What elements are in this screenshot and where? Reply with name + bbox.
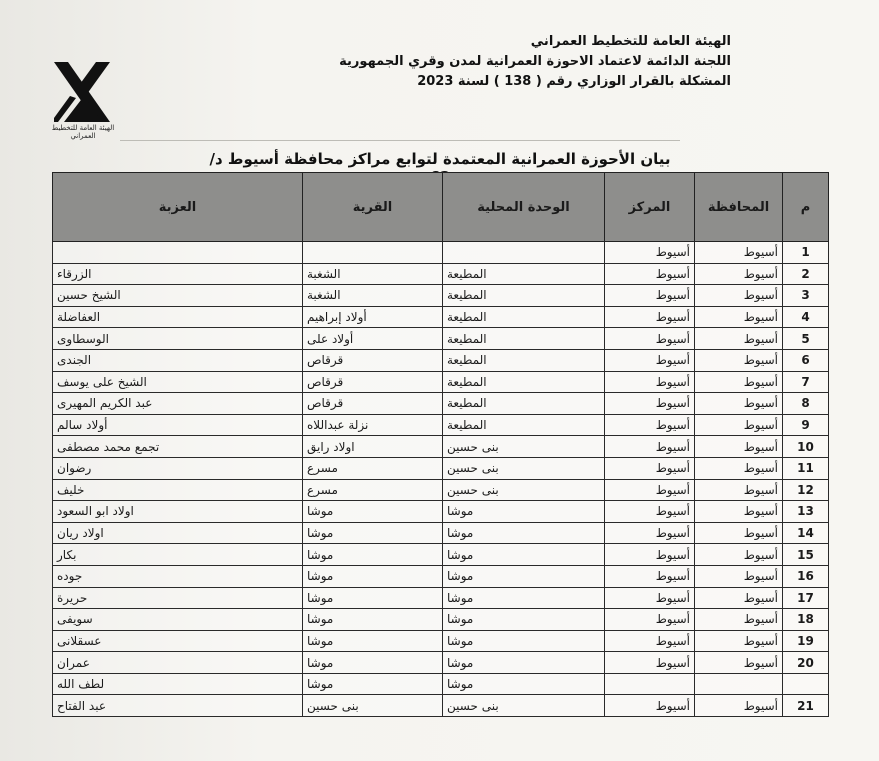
governorate-cell: أسيوط	[695, 328, 783, 350]
center-cell: أسيوط	[605, 457, 695, 479]
local-unit-cell: موشا	[443, 587, 605, 609]
ezba-cell: الوسطاوى	[53, 328, 303, 350]
local-unit-cell: المطيعة	[443, 306, 605, 328]
ezba-cell: بكار	[53, 544, 303, 566]
urban-boundaries-table	[52, 172, 829, 717]
governorate-cell: أسيوط	[695, 285, 783, 307]
local-unit-cell: بنى حسين	[443, 695, 605, 717]
governorate-cell: أسيوط	[695, 609, 783, 631]
row-number: 6	[783, 349, 829, 371]
header-line-3: المشكلة بالقرار الوزاري رقم ( 138 ) لسنة 2023	[417, 74, 731, 89]
governorate-cell: أسيوط	[695, 371, 783, 393]
table-row	[53, 242, 829, 264]
governorate-cell: أسيوط	[695, 695, 783, 717]
ezba-cell: العفاضلة	[53, 306, 303, 328]
table-row	[53, 587, 829, 609]
row-number: 21	[783, 695, 829, 717]
ezba-cell: عسقلانى	[53, 630, 303, 652]
center-cell: أسيوط	[605, 479, 695, 501]
table-header-row	[53, 173, 829, 242]
table-row	[53, 695, 829, 717]
village-cell: موشا	[303, 609, 443, 631]
row-number: 20	[783, 652, 829, 674]
center-cell: أسيوط	[605, 306, 695, 328]
row-number: 9	[783, 414, 829, 436]
governorate-cell: أسيوط	[695, 306, 783, 328]
table-row	[53, 501, 829, 523]
local-unit-cell: المطيعة	[443, 349, 605, 371]
center-cell: أسيوط	[605, 609, 695, 631]
local-unit-cell	[443, 242, 605, 264]
header-ezba: العزبة	[53, 173, 303, 242]
center-cell: أسيوط	[605, 630, 695, 652]
ezba-cell: عبد الكريم المهيرى	[53, 393, 303, 415]
row-number: 16	[783, 565, 829, 587]
center-cell: أسيوط	[605, 652, 695, 674]
village-cell: قرقاص	[303, 371, 443, 393]
table-row	[53, 522, 829, 544]
row-number	[783, 673, 829, 695]
table-row	[53, 285, 829, 307]
header-line-1: الهيئة العامة للتخطيط العمراني	[530, 34, 731, 49]
governorate-cell: أسيوط	[695, 242, 783, 264]
local-unit-cell: المطيعة	[443, 285, 605, 307]
governorate-cell: أسيوط	[695, 587, 783, 609]
village-cell: موشا	[303, 544, 443, 566]
local-unit-cell: موشا	[443, 673, 605, 695]
ezba-cell: اولاد ريان	[53, 522, 303, 544]
ezba-cell: اولاد ابو السعود	[53, 501, 303, 523]
village-cell: الشغبة	[303, 285, 443, 307]
local-unit-cell: موشا	[443, 501, 605, 523]
governorate-cell: أسيوط	[695, 522, 783, 544]
village-cell: الشغبة	[303, 263, 443, 285]
row-number: 19	[783, 630, 829, 652]
row-number: 1	[783, 242, 829, 264]
ezba-cell: عبد الفتاح	[53, 695, 303, 717]
logo-mark-icon	[50, 60, 114, 130]
ezba-cell: الجندى	[53, 349, 303, 371]
center-cell: أسيوط	[605, 587, 695, 609]
table-row	[53, 609, 829, 631]
table-row	[53, 328, 829, 350]
table-row	[53, 673, 829, 695]
table-row	[53, 349, 829, 371]
center-cell: أسيوط	[605, 544, 695, 566]
table-row	[53, 393, 829, 415]
local-unit-cell: موشا	[443, 544, 605, 566]
center-cell: أسيوط	[605, 565, 695, 587]
row-number: 10	[783, 436, 829, 458]
authority-logo	[50, 60, 114, 134]
governorate-cell: أسيوط	[695, 652, 783, 674]
governorate-cell: أسيوط	[695, 349, 783, 371]
row-number: 3	[783, 285, 829, 307]
governorate-cell: أسيوط	[695, 414, 783, 436]
ezba-cell: لطف الله	[53, 673, 303, 695]
row-number: 2	[783, 263, 829, 285]
row-number: 5	[783, 328, 829, 350]
ezba-cell: حريرة	[53, 587, 303, 609]
governorate-cell	[695, 673, 783, 695]
center-cell: أسيوط	[605, 522, 695, 544]
village-cell: مسرع	[303, 479, 443, 501]
village-cell: قرقاص	[303, 393, 443, 415]
local-unit-cell: موشا	[443, 630, 605, 652]
local-unit-cell: المطيعة	[443, 414, 605, 436]
ezba-cell: جوده	[53, 565, 303, 587]
center-cell: أسيوط	[605, 328, 695, 350]
center-cell: أسيوط	[605, 436, 695, 458]
header-governorate: المحافظة	[695, 173, 783, 242]
table-row	[53, 263, 829, 285]
center-cell: أسيوط	[605, 371, 695, 393]
header-center: المركز	[605, 173, 695, 242]
village-cell: موشا	[303, 522, 443, 544]
local-unit-cell: موشا	[443, 522, 605, 544]
village-cell: بنى حسين	[303, 695, 443, 717]
row-number: 4	[783, 306, 829, 328]
village-cell: موشا	[303, 587, 443, 609]
village-cell: مسرع	[303, 457, 443, 479]
header-divider	[120, 140, 680, 141]
center-cell: أسيوط	[605, 414, 695, 436]
governorate-cell: أسيوط	[695, 479, 783, 501]
village-cell: نزلة عبداللاه	[303, 414, 443, 436]
governorate-cell: أسيوط	[695, 436, 783, 458]
center-cell: أسيوط	[605, 501, 695, 523]
table-row	[53, 630, 829, 652]
governorate-cell: أسيوط	[695, 501, 783, 523]
local-unit-cell: بنى حسين	[443, 457, 605, 479]
row-number: 8	[783, 393, 829, 415]
ezba-cell: الزرقاء	[53, 263, 303, 285]
ezba-cell: أولاد سالم	[53, 414, 303, 436]
village-cell: اولاد رايق	[303, 436, 443, 458]
row-number: 7	[783, 371, 829, 393]
local-unit-cell: موشا	[443, 609, 605, 631]
ezba-cell: الشيخ على يوسف	[53, 371, 303, 393]
row-number: 12	[783, 479, 829, 501]
ezba-cell: تجمع محمد مصطفى	[53, 436, 303, 458]
village-cell: أولاد على	[303, 328, 443, 350]
ezba-cell: رضوان	[53, 457, 303, 479]
village-cell: موشا	[303, 630, 443, 652]
governorate-cell: أسيوط	[695, 565, 783, 587]
local-unit-cell: بنى حسين	[443, 479, 605, 501]
ezba-cell: الشيخ حسين	[53, 285, 303, 307]
local-unit-cell: بنى حسين	[443, 436, 605, 458]
village-cell	[303, 242, 443, 264]
table-row	[53, 414, 829, 436]
table-row	[53, 436, 829, 458]
local-unit-cell: المطيعة	[443, 371, 605, 393]
table-row	[53, 479, 829, 501]
row-number: 18	[783, 609, 829, 631]
center-cell: أسيوط	[605, 349, 695, 371]
village-cell: موشا	[303, 673, 443, 695]
village-cell: موشا	[303, 652, 443, 674]
row-number: 15	[783, 544, 829, 566]
center-cell	[605, 673, 695, 695]
local-unit-cell: المطيعة	[443, 328, 605, 350]
governorate-cell: أسيوط	[695, 457, 783, 479]
village-cell: موشا	[303, 565, 443, 587]
table-row	[53, 457, 829, 479]
governorate-cell: أسيوط	[695, 544, 783, 566]
center-cell: أسيوط	[605, 393, 695, 415]
issuer-header	[311, 32, 731, 92]
ezba-cell	[53, 242, 303, 264]
local-unit-cell: المطيعة	[443, 263, 605, 285]
center-cell: أسيوط	[605, 695, 695, 717]
logo-caption: الهيئة العامة للتخطيط العمراني	[51, 124, 115, 140]
ezba-cell: سويفى	[53, 609, 303, 631]
governorate-cell: أسيوط	[695, 263, 783, 285]
ezba-cell: عمران	[53, 652, 303, 674]
village-cell: موشا	[303, 501, 443, 523]
center-cell: أسيوط	[605, 285, 695, 307]
table-row	[53, 652, 829, 674]
local-unit-cell: موشا	[443, 652, 605, 674]
header-village: القرية	[303, 173, 443, 242]
row-number: 14	[783, 522, 829, 544]
table-body	[53, 242, 829, 717]
row-number: 11	[783, 457, 829, 479]
row-number: 17	[783, 587, 829, 609]
governorate-cell: أسيوط	[695, 630, 783, 652]
header-local-unit: الوحدة المحلية	[443, 173, 605, 242]
header-num: م	[783, 173, 829, 242]
ezba-cell: خليف	[53, 479, 303, 501]
village-cell: أولاد إبراهيم	[303, 306, 443, 328]
row-number: 13	[783, 501, 829, 523]
table-row	[53, 544, 829, 566]
governorate-cell: أسيوط	[695, 393, 783, 415]
table-row	[53, 565, 829, 587]
table-row	[53, 371, 829, 393]
local-unit-cell: المطيعة	[443, 393, 605, 415]
center-cell: أسيوط	[605, 263, 695, 285]
local-unit-cell: موشا	[443, 565, 605, 587]
table-row	[53, 306, 829, 328]
header-line-2: اللجنة الدائمة لاعتماد الاحوزة العمرانية لمدن وقري الجمهورية	[339, 54, 731, 69]
center-cell: أسيوط	[605, 242, 695, 264]
document-title: بيان الأحوزة العمرانية المعتمدة لتوابع مراكز محافظة أسيوط د/	[209, 150, 671, 168]
village-cell: قرقاص	[303, 349, 443, 371]
